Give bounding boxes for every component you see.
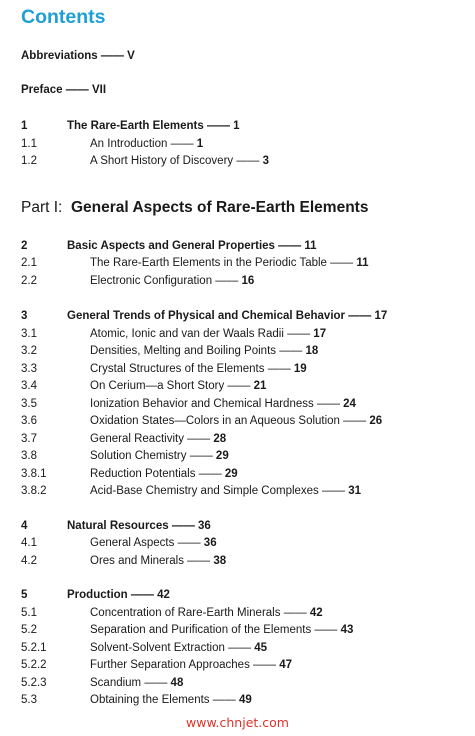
toc-entry-number: 3.7 — [21, 433, 37, 445]
toc-dash: —— — [267, 363, 291, 375]
toc-section-entry[interactable] — [0, 553, 475, 569]
toc-page-number: 24 — [343, 398, 356, 410]
toc-page-number: 21 — [253, 380, 267, 392]
toc-dash: —— — [348, 310, 372, 322]
toc-entry-title: Atomic, Ionic and van der Waals Radii — [90, 328, 284, 340]
toc-entry-title: Crystal Structures of the Elements — [90, 363, 265, 375]
toc-entry-line — [90, 448, 229, 464]
toc-dash: —— — [314, 624, 338, 636]
toc-entry-title: Natural Resources — [67, 520, 169, 532]
toc-entry-number: 5.2 — [21, 624, 37, 636]
toc-entry-title: Electronic Configuration — [90, 275, 213, 287]
toc-entry-line — [67, 518, 211, 534]
toc-entry-number: 5.1 — [21, 607, 37, 619]
toc-chapter-entry[interactable] — [0, 308, 475, 324]
toc-entry-number: 5.2.2 — [21, 659, 47, 671]
toc-section-entry[interactable] — [0, 343, 475, 359]
toc-page-number: 1 — [233, 120, 240, 132]
toc-entry-number: 3 — [21, 310, 28, 322]
toc-entry-number: 2.2 — [21, 275, 37, 287]
toc-entry-title: Solution Chemistry — [90, 450, 187, 462]
toc-entry-number: 3.4 — [21, 380, 37, 392]
toc-entry-number: 4.2 — [21, 555, 37, 567]
toc-page-number: 42 — [157, 589, 170, 601]
toc-page-number: 17 — [313, 328, 327, 340]
toc-dash: —— — [177, 537, 201, 549]
toc-entry-line — [90, 136, 203, 152]
toc-page-number: 43 — [340, 624, 354, 636]
toc-page-number: 18 — [305, 345, 319, 357]
toc-section-entry[interactable] — [0, 657, 475, 673]
toc-entry-line — [90, 692, 252, 708]
toc-entry-title: The Rare-Earth Elements in the Periodic Table — [90, 257, 327, 269]
toc-entry-number: 5 — [21, 589, 28, 601]
toc-section-entry[interactable] — [0, 431, 475, 447]
toc-page-number: 49 — [238, 694, 252, 706]
toc-page-number: 11 — [304, 240, 317, 252]
toc-section-entry[interactable] — [0, 361, 475, 377]
toc-dash: —— — [283, 607, 307, 619]
page-title: Contents — [21, 6, 106, 28]
toc-entry-number: 5.2.3 — [21, 677, 47, 689]
toc-entry-line — [90, 535, 217, 551]
toc-dash: —— — [316, 398, 340, 410]
toc-chapter-entry[interactable] — [0, 118, 475, 134]
toc-front-label: Abbreviations — [21, 50, 98, 62]
toc-entry-line — [90, 640, 267, 656]
toc-entry-title: On Cerium—a Short Story — [90, 380, 225, 392]
toc-page-number: 29 — [224, 468, 238, 480]
toc-front-preface[interactable] — [21, 84, 106, 96]
part-prefix: Part I: — [21, 199, 63, 216]
toc-section-entry[interactable] — [0, 413, 475, 429]
toc-entry-number: 3.5 — [21, 398, 37, 410]
toc-entry-line — [67, 118, 240, 134]
toc-page-number: V — [127, 50, 135, 62]
toc-chapter-entry[interactable] — [0, 518, 475, 534]
toc-entry-line — [90, 657, 292, 673]
toc-section-entry[interactable] — [0, 605, 475, 621]
toc-dash: —— — [228, 642, 252, 654]
toc-entry-line — [90, 466, 238, 482]
toc-page-number: 11 — [356, 257, 369, 269]
toc-entry-number: 2.1 — [21, 257, 37, 269]
toc-entry-line — [90, 153, 269, 169]
toc-entry-number: 1.2 — [21, 155, 37, 167]
toc-page-number: 28 — [213, 433, 227, 445]
toc-entry-title: Scandium — [90, 677, 142, 689]
toc-entry-line — [67, 587, 170, 603]
toc-entry-title: Densities, Melting and Boiling Points — [90, 345, 277, 357]
toc-dash: —— — [65, 84, 89, 96]
toc-page-number: 16 — [241, 275, 255, 287]
toc-entry-title: A Short History of Discovery — [90, 155, 234, 167]
toc-page-number: 38 — [213, 555, 227, 567]
toc-page-number: 1 — [196, 138, 204, 150]
toc-dash: —— — [144, 677, 168, 689]
toc-entry-line — [90, 343, 318, 359]
toc-entry-line — [90, 273, 254, 289]
toc-page-number: 29 — [215, 450, 229, 462]
toc-page-number: VII — [91, 84, 107, 96]
toc-dash: —— — [187, 555, 211, 567]
toc-section-entry[interactable] — [0, 535, 475, 551]
toc-section-entry[interactable] — [0, 448, 475, 464]
toc-entry-line — [90, 675, 183, 691]
toc-section-entry[interactable] — [0, 136, 475, 152]
toc-page-number: 3 — [262, 155, 269, 167]
toc-entry-title: Separation and Purification of the Elements — [90, 624, 312, 636]
toc-dash: —— — [198, 468, 222, 480]
toc-page-number: 26 — [369, 415, 383, 427]
toc-entry-line — [67, 308, 387, 324]
toc-entry-line — [90, 378, 266, 394]
toc-page-number: 36 — [203, 537, 217, 549]
toc-dash: —— — [130, 589, 154, 601]
toc-entry-number: 3.6 — [21, 415, 37, 427]
toc-section-entry[interactable] — [0, 692, 475, 708]
toc-entry-title: General Aspects — [90, 537, 175, 549]
part-title: General Aspects of Rare-Earth Elements — [70, 199, 369, 216]
toc-entry-title: An Introduction — [90, 138, 168, 150]
toc-entry-title: Ores and Minerals — [90, 555, 184, 567]
toc-entry-title: Reduction Potentials — [90, 468, 196, 480]
toc-entry-line — [67, 238, 317, 254]
toc-page-number: 45 — [254, 642, 268, 654]
toc-entry-number: 3.3 — [21, 363, 37, 375]
toc-dash: —— — [212, 694, 236, 706]
toc-entry-title: Further Separation Approaches — [90, 659, 250, 671]
toc-entry-title: Production — [67, 589, 128, 601]
toc-chapter-entry[interactable] — [0, 238, 475, 254]
toc-entry-title: General Reactivity — [90, 433, 184, 445]
toc-section-entry[interactable] — [0, 396, 475, 412]
toc-entry-title: Obtaining the Elements — [90, 694, 210, 706]
toc-section-entry[interactable] — [0, 622, 475, 638]
toc-dash: —— — [170, 138, 194, 150]
toc-entry-line — [90, 605, 323, 621]
toc-entry-line — [90, 396, 356, 412]
toc-entry-title: Solvent-Solvent Extraction — [90, 642, 225, 654]
toc-front-label: Preface — [21, 84, 63, 96]
toc-dash: —— — [343, 415, 367, 427]
toc-section-entry[interactable] — [0, 326, 475, 342]
toc-front-abbreviations[interactable] — [21, 50, 135, 62]
toc-dash: —— — [206, 120, 230, 132]
toc-page-number: 48 — [170, 677, 184, 689]
toc-section-entry[interactable] — [0, 255, 475, 271]
toc-page-number: 19 — [293, 363, 307, 375]
toc-entry-number: 2 — [21, 240, 28, 252]
toc-entry-title: The Rare-Earth Elements — [67, 120, 204, 132]
toc-entry-number: 5.3 — [21, 694, 37, 706]
toc-entry-number: 1.1 — [21, 138, 37, 150]
toc-dash: —— — [189, 450, 213, 462]
toc-section-entry[interactable] — [0, 640, 475, 656]
toc-entry-title: Oxidation States—Colors in an Aqueous Solution — [90, 415, 340, 427]
toc-entry-title: Concentration of Rare-Earth Minerals — [90, 607, 281, 619]
toc-dash: —— — [330, 257, 354, 269]
toc-dash: —— — [215, 275, 239, 287]
toc-section-entry[interactable] — [0, 378, 475, 394]
toc-entry-line — [90, 361, 307, 377]
toc-entry-number: 3.8.1 — [21, 468, 47, 480]
toc-section-entry[interactable] — [0, 483, 475, 499]
toc-entry-line — [90, 553, 226, 569]
toc-dash: —— — [100, 50, 124, 62]
toc-section-entry[interactable] — [0, 273, 475, 289]
toc-entry-line — [90, 431, 226, 447]
toc-dash: —— — [279, 345, 303, 357]
toc-page-number: 36 — [198, 520, 211, 532]
toc-entry-title: General Trends of Physical and Chemical Behavior — [67, 310, 346, 322]
toc-entry-number: 3.8 — [21, 450, 37, 462]
toc-page-number: 31 — [348, 485, 362, 497]
toc-entry-line — [90, 255, 369, 271]
toc-entry-number: 3.1 — [21, 328, 37, 340]
toc-entry-title: Basic Aspects and General Properties — [67, 240, 275, 252]
toc-page-number: 17 — [374, 310, 388, 322]
toc-chapter-entry[interactable] — [0, 587, 475, 603]
toc-entry-number: 1 — [21, 120, 28, 132]
toc-entry-number: 3.2 — [21, 345, 37, 357]
toc-entry-number: 3.8.2 — [21, 485, 47, 497]
part-heading — [21, 199, 368, 217]
toc-entry-line — [90, 413, 382, 429]
toc-entry-line — [90, 483, 361, 499]
toc-dash: —— — [287, 328, 311, 340]
toc-dash: —— — [236, 155, 260, 167]
toc-entry-title: Ionization Behavior and Chemical Hardness — [90, 398, 314, 410]
toc-entry-line — [90, 326, 326, 342]
toc-dash: —— — [171, 520, 195, 532]
toc-dash: —— — [253, 659, 277, 671]
toc-entry-title: Acid-Base Chemistry and Simple Complexes — [90, 485, 319, 497]
toc-dash: —— — [187, 433, 211, 445]
watermark: www.chnjet.com — [186, 715, 289, 730]
toc-entry-line — [90, 622, 353, 638]
toc-page-number: 42 — [309, 607, 323, 619]
toc-dash: —— — [322, 485, 346, 497]
toc-section-entry[interactable] — [0, 466, 475, 482]
toc-entry-number: 4.1 — [21, 537, 37, 549]
toc-page-number: 47 — [279, 659, 293, 671]
toc-entry-number: 4 — [21, 520, 28, 532]
toc-entry-number: 5.2.1 — [21, 642, 47, 654]
toc-dash: —— — [278, 240, 302, 252]
toc-section-entry[interactable] — [0, 675, 475, 691]
toc-dash: —— — [227, 380, 251, 392]
toc-section-entry[interactable] — [0, 153, 475, 169]
